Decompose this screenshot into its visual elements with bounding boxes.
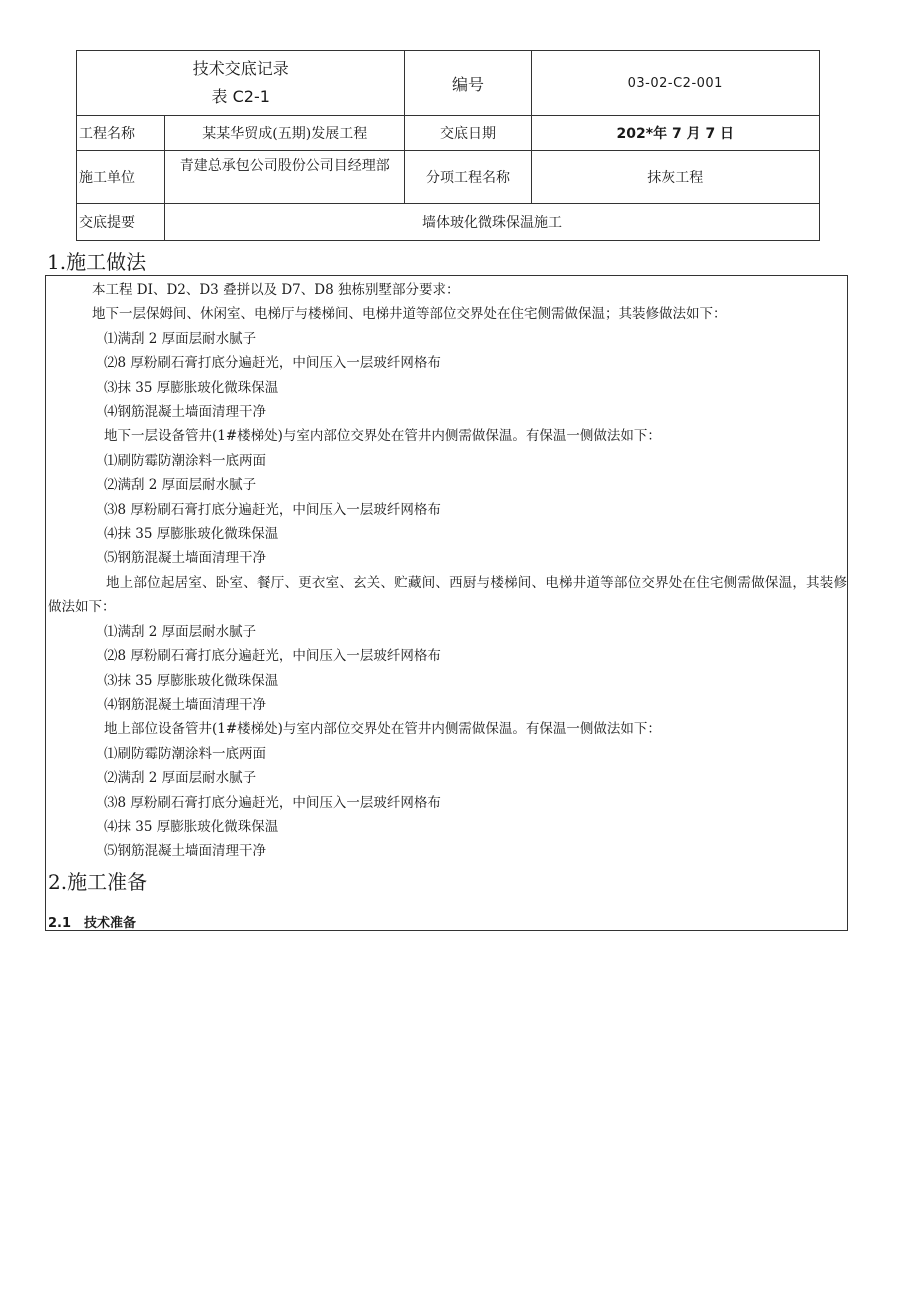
form-title-cell [77,51,405,116]
list-item: ⑷钢筋混凝土墙面清理干净 [104,696,266,713]
list-item: ⑸钢筋混凝土墙面清理干净 [104,550,266,567]
list-item: ⑴刷防霉防潮涂料一底两面 [104,745,266,762]
list-item: ⑴满刮 2 厚面层耐水腻子 [104,330,257,347]
list-item: ⑷抹 35 厚膨胀玻化微珠保温 [104,818,279,835]
contractor-label: 施工单位 [77,151,165,204]
paragraph-line: 地下一层保姆间、休闲室、电梯厅与楼梯间、电梯井道等部位交界处在住宅侧需做保温；其装修做法如下： [92,306,727,323]
header-table [76,50,820,241]
list-item: ⑶8 厚粉刷石膏打底分遍赶光，中间压入一层玻纤网格布 [104,794,441,811]
list-item: ⑵8 厚粉刷石膏打底分遍赶光，中间压入一层玻纤网格布 [104,355,441,372]
intro-line: 本工程 DI、D2、D3 叠拼以及 D7、D8 独栋别墅部分要求： [92,282,460,298]
list-item: ⑵8 厚粉刷石膏打底分遍赶光，中间压入一层玻纤网格布 [104,648,441,665]
number-value: 03-02-C2-001 [531,51,819,116]
form-code: 表 C2-1 [211,87,270,106]
subitem-label: 分项工程名称 [405,151,531,204]
section2-subheading: 2.1 技术准备 [48,916,137,931]
list-item: ⑶抹 35 厚膨胀玻化微珠保温 [104,672,279,689]
list-item: ⑴满刮 2 厚面层耐水腻子 [104,623,257,640]
summary-value: 墙体玻化微珠保温施工 [165,204,820,241]
construction-method-content [46,278,849,864]
project-name-label: 工程名称 [77,116,165,151]
project-name-value: 某某华贸成(五期)发展工程 [165,116,405,151]
paragraph-line: 地下一层设备管井(1#楼梯处)与室内部位交界处在管井内侧需做保温。有保温一侧做法如下： [104,428,661,445]
list-item: ⑴刷防霉防潮涂料一底两面 [104,452,266,469]
paragraph-line: 地上部位起居室、卧室、餐厅、更衣室、玄关、贮藏间、西厨与楼梯间、电梯井道等部位交界处在住宅侧需做保温，其装修做法如下： [48,574,847,616]
contractor-value: 青建总承包公司股份公司目经理部 [165,151,405,204]
subitem-value: 抹灰工程 [531,151,819,204]
date-label: 交底日期 [405,116,531,151]
summary-label: 交底提要 [77,204,165,241]
date-value: 202*年 7 月 7 日 [531,116,819,151]
list-item: ⑶抹 35 厚膨胀玻化微珠保温 [104,379,279,396]
section1-heading: 1.施工做法 [47,250,147,274]
list-item: ⑶8 厚粉刷石膏打底分遍赶光，中间压入一层玻纤网格布 [104,501,441,518]
form-title: 技术交底记录 [192,59,289,78]
list-item: ⑸钢筋混凝土墙面清理干净 [104,843,266,860]
list-item: ⑵满刮 2 厚面层耐水腻子 [104,770,257,787]
number-label: 编号 [405,51,531,116]
list-item: ⑷抹 35 厚膨胀玻化微珠保温 [104,526,279,543]
list-item: ⑵满刮 2 厚面层耐水腻子 [104,477,257,494]
list-item: ⑷钢筋混凝土墙面清理干净 [104,404,266,421]
section2-heading: 2.施工准备 [48,870,148,894]
content-box [45,275,848,931]
paragraph-line: 地上部位设备管井(1#楼梯处)与室内部位交界处在管井内侧需做保温。有保温一侧做法如下： [104,721,661,738]
